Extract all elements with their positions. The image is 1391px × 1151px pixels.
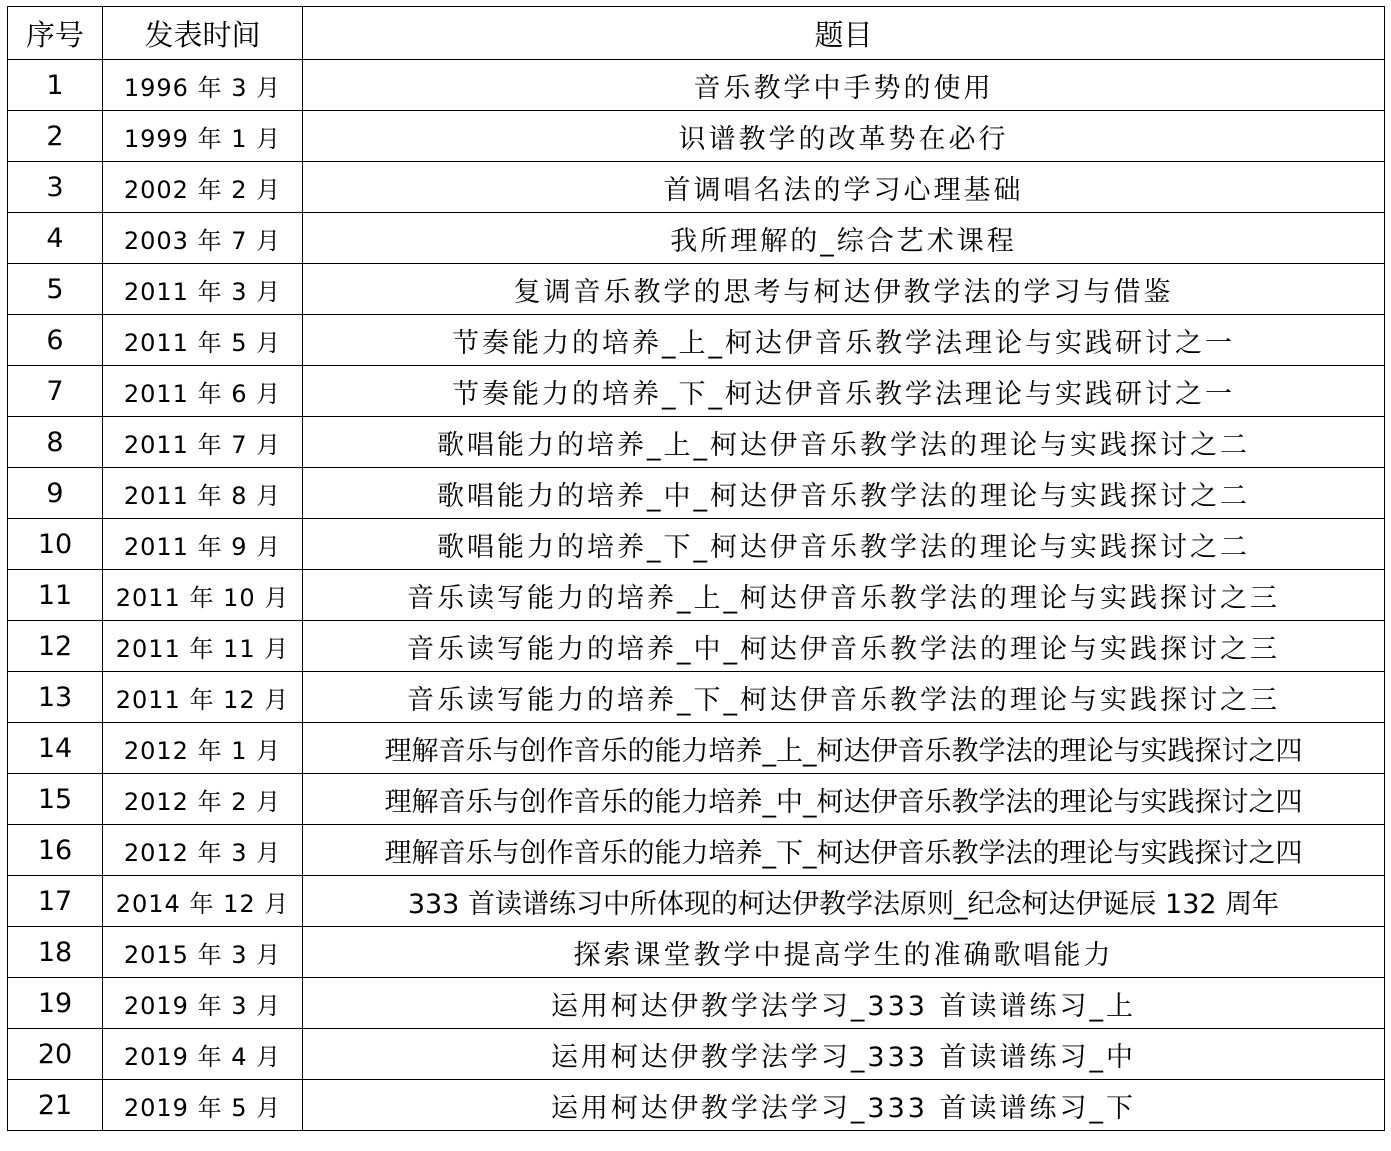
row-number: 17 (8, 876, 103, 927)
table-row (8, 468, 1385, 519)
table-row (8, 621, 1385, 672)
row-number: 13 (8, 672, 103, 723)
table-row (8, 213, 1385, 264)
article-title: 音乐读写能力的培养_下_柯达伊音乐教学法的理论与实践探讨之三 (303, 672, 1385, 723)
table-row (8, 417, 1385, 468)
article-title: 理解音乐与创作音乐的能力培养_上_柯达伊音乐教学法的理论与实践探讨之四 (303, 723, 1385, 774)
article-title: 运用柯达伊教学法学习_333 首读谱练习_下 (303, 1080, 1385, 1131)
table-row (8, 366, 1385, 417)
article-title: 音乐读写能力的培养_上_柯达伊音乐教学法的理论与实践探讨之三 (303, 570, 1385, 621)
row-number: 19 (8, 978, 103, 1029)
article-title: 歌唱能力的培养_中_柯达伊音乐教学法的理论与实践探讨之二 (303, 468, 1385, 519)
publish-date: 2011 年 11 月 (103, 621, 303, 672)
table-row (8, 111, 1385, 162)
table-row (8, 519, 1385, 570)
row-number: 6 (8, 315, 103, 366)
row-number: 1 (8, 60, 103, 111)
publish-date: 2011 年 6 月 (103, 366, 303, 417)
publish-date: 1996 年 3 月 (103, 60, 303, 111)
article-title: 333 首读谱练习中所体现的柯达伊教学法原则_纪念柯达伊诞辰 132 周年 (303, 876, 1385, 927)
article-title: 理解音乐与创作音乐的能力培养_下_柯达伊音乐教学法的理论与实践探讨之四 (303, 825, 1385, 876)
publish-date: 2011 年 5 月 (103, 315, 303, 366)
table-row (8, 876, 1385, 927)
article-title: 节奏能力的培养_上_柯达伊音乐教学法理论与实践研讨之一 (303, 315, 1385, 366)
row-number: 12 (8, 621, 103, 672)
publish-date: 2011 年 8 月 (103, 468, 303, 519)
article-title: 歌唱能力的培养_下_柯达伊音乐教学法的理论与实践探讨之二 (303, 519, 1385, 570)
header-title: 题目 (303, 7, 1385, 60)
row-number: 3 (8, 162, 103, 213)
row-number: 15 (8, 774, 103, 825)
row-number: 14 (8, 723, 103, 774)
article-title: 运用柯达伊教学法学习_333 首读谱练习_中 (303, 1029, 1385, 1080)
table-row (8, 978, 1385, 1029)
article-title: 首调唱名法的学习心理基础 (303, 162, 1385, 213)
table-row (8, 315, 1385, 366)
row-number: 20 (8, 1029, 103, 1080)
row-number: 16 (8, 825, 103, 876)
article-title: 理解音乐与创作音乐的能力培养_中_柯达伊音乐教学法的理论与实践探讨之四 (303, 774, 1385, 825)
publish-date: 2019 年 4 月 (103, 1029, 303, 1080)
row-number: 2 (8, 111, 103, 162)
article-title: 音乐教学中手势的使用 (303, 60, 1385, 111)
table-row (8, 672, 1385, 723)
publish-date: 2002 年 2 月 (103, 162, 303, 213)
publish-date: 2019 年 5 月 (103, 1080, 303, 1131)
row-number: 8 (8, 417, 103, 468)
publish-date: 2011 年 9 月 (103, 519, 303, 570)
row-number: 4 (8, 213, 103, 264)
publish-date: 2012 年 1 月 (103, 723, 303, 774)
article-title: 音乐读写能力的培养_中_柯达伊音乐教学法的理论与实践探讨之三 (303, 621, 1385, 672)
article-title: 歌唱能力的培养_上_柯达伊音乐教学法的理论与实践探讨之二 (303, 417, 1385, 468)
table-row (8, 264, 1385, 315)
article-title: 复调音乐教学的思考与柯达伊教学法的学习与借鉴 (303, 264, 1385, 315)
publish-date: 2011 年 3 月 (103, 264, 303, 315)
publish-date: 1999 年 1 月 (103, 111, 303, 162)
row-number: 18 (8, 927, 103, 978)
row-number: 10 (8, 519, 103, 570)
table-row (8, 60, 1385, 111)
publish-date: 2011 年 10 月 (103, 570, 303, 621)
header-num: 序号 (8, 7, 103, 60)
row-number: 11 (8, 570, 103, 621)
publications-table (7, 6, 1385, 1131)
row-number: 21 (8, 1080, 103, 1131)
table-row (8, 1080, 1385, 1131)
publish-date: 2011 年 7 月 (103, 417, 303, 468)
table-row (8, 723, 1385, 774)
publish-date: 2019 年 3 月 (103, 978, 303, 1029)
article-title: 运用柯达伊教学法学习_333 首读谱练习_上 (303, 978, 1385, 1029)
header-date: 发表时间 (103, 7, 303, 60)
publish-date: 2014 年 12 月 (103, 876, 303, 927)
publish-date: 2012 年 3 月 (103, 825, 303, 876)
article-title: 识谱教学的改革势在必行 (303, 111, 1385, 162)
publish-date: 2011 年 12 月 (103, 672, 303, 723)
table-row (8, 825, 1385, 876)
row-number: 9 (8, 468, 103, 519)
publish-date: 2003 年 7 月 (103, 213, 303, 264)
table-row (8, 774, 1385, 825)
article-title: 我所理解的_综合艺术课程 (303, 213, 1385, 264)
table-row (8, 162, 1385, 213)
table-row (8, 570, 1385, 621)
table-row (8, 927, 1385, 978)
header-row (8, 7, 1385, 60)
article-title: 节奏能力的培养_下_柯达伊音乐教学法理论与实践研讨之一 (303, 366, 1385, 417)
row-number: 5 (8, 264, 103, 315)
publish-date: 2015 年 3 月 (103, 927, 303, 978)
table-row (8, 1029, 1385, 1080)
article-title: 探索课堂教学中提高学生的准确歌唱能力 (303, 927, 1385, 978)
publish-date: 2012 年 2 月 (103, 774, 303, 825)
row-number: 7 (8, 366, 103, 417)
